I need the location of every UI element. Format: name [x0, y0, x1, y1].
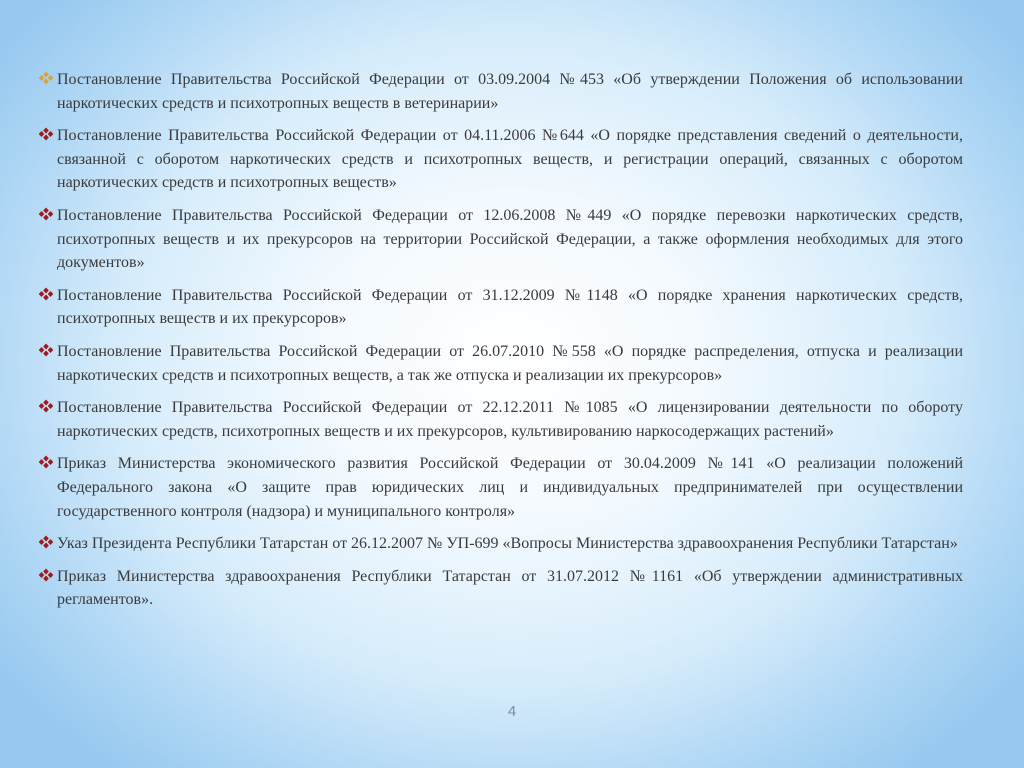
- list-item-text: Постановление Правительства Российской Федерации от 31.12.2009 №1148 «О порядке хранения наркотических средств, психотропных веществ и их прекурсоров»: [57, 286, 963, 328]
- four-diamond-bullet-icon: [37, 455, 55, 469]
- list-item-text: Постановление Правительства Российской Федерации от 22.12.2011 №1085 «О лицензировании деятельности по обороту наркотических средств, психотропных веществ и их прекурсоров, культивированию наркосодержащих растений»: [57, 399, 963, 440]
- regulations-list: [37, 68, 963, 621]
- list-item-text: Постановление Правительства Российской Федерации от 12.06.2008 №449 «О порядке перевозки наркотических средств, психотропных веществ и их прекурсоров на территории Российской Федерации, а также оформления необходимых для этого документов»: [57, 206, 963, 272]
- four-diamond-bullet-icon: [37, 535, 55, 549]
- list-item: [37, 340, 963, 387]
- list-item: [37, 565, 963, 612]
- four-diamond-bullet-icon: [37, 287, 55, 301]
- list-item-text: Постановление Правительства Российской Федерации от 04.11.2006 №644 «О порядке представления сведений о деятельности, связанной с оборотом наркотических средств и психотропных веществ, и регистрации операций, связанных с оборотом наркотических средств и психотропных веществ»: [57, 127, 963, 192]
- list-item: [37, 124, 963, 195]
- list-item: [37, 284, 963, 331]
- list-item: [37, 68, 963, 115]
- four-diamond-bullet-icon: [37, 207, 55, 221]
- list-item: [37, 396, 963, 443]
- list-item-text: Приказ Министерства экономического развития Российской Федерации от 30.04.2009 №141 «О реализации положений Федерального закона «О защите прав юридических лиц и индивидуальных предпринимателей при осуществлении государственного контроля (надзора) и муниципального контроля»: [57, 455, 963, 520]
- list-item-text: Указ Президента Республики Татарстан от 26.12.2007 № УП-699 «Вопросы Министерства здравоохранения Республики Татарстан»: [57, 535, 958, 553]
- four-diamond-bullet-icon: [37, 71, 55, 85]
- four-diamond-bullet-icon: [37, 399, 55, 413]
- four-diamond-bullet-icon: [37, 568, 55, 582]
- list-item: [37, 204, 963, 275]
- list-item: [37, 452, 963, 523]
- four-diamond-bullet-icon: [37, 343, 55, 357]
- list-item-text: Постановление Правительства Российской Федерации от 26.07.2010 №558 «О порядке распределения, отпуска и реализации наркотических средств и психотропных веществ, а так же отпуска и реализации их прекурсоров»: [57, 342, 963, 384]
- list-item-text: Приказ Министерства здравоохранения Республики Татарстан от 31.07.2012 №1161 «Об утверждении административных регламентов».: [57, 567, 963, 609]
- list-item: [37, 532, 963, 556]
- page-number: 4: [507, 703, 517, 720]
- list-item-text: Постановление Правительства Российской Федерации от 03.09.2004 №453 «Об утверждении Положения об использовании наркотических средств и психотропных веществ в ветеринарии»: [57, 71, 963, 112]
- four-diamond-bullet-icon: [37, 127, 55, 141]
